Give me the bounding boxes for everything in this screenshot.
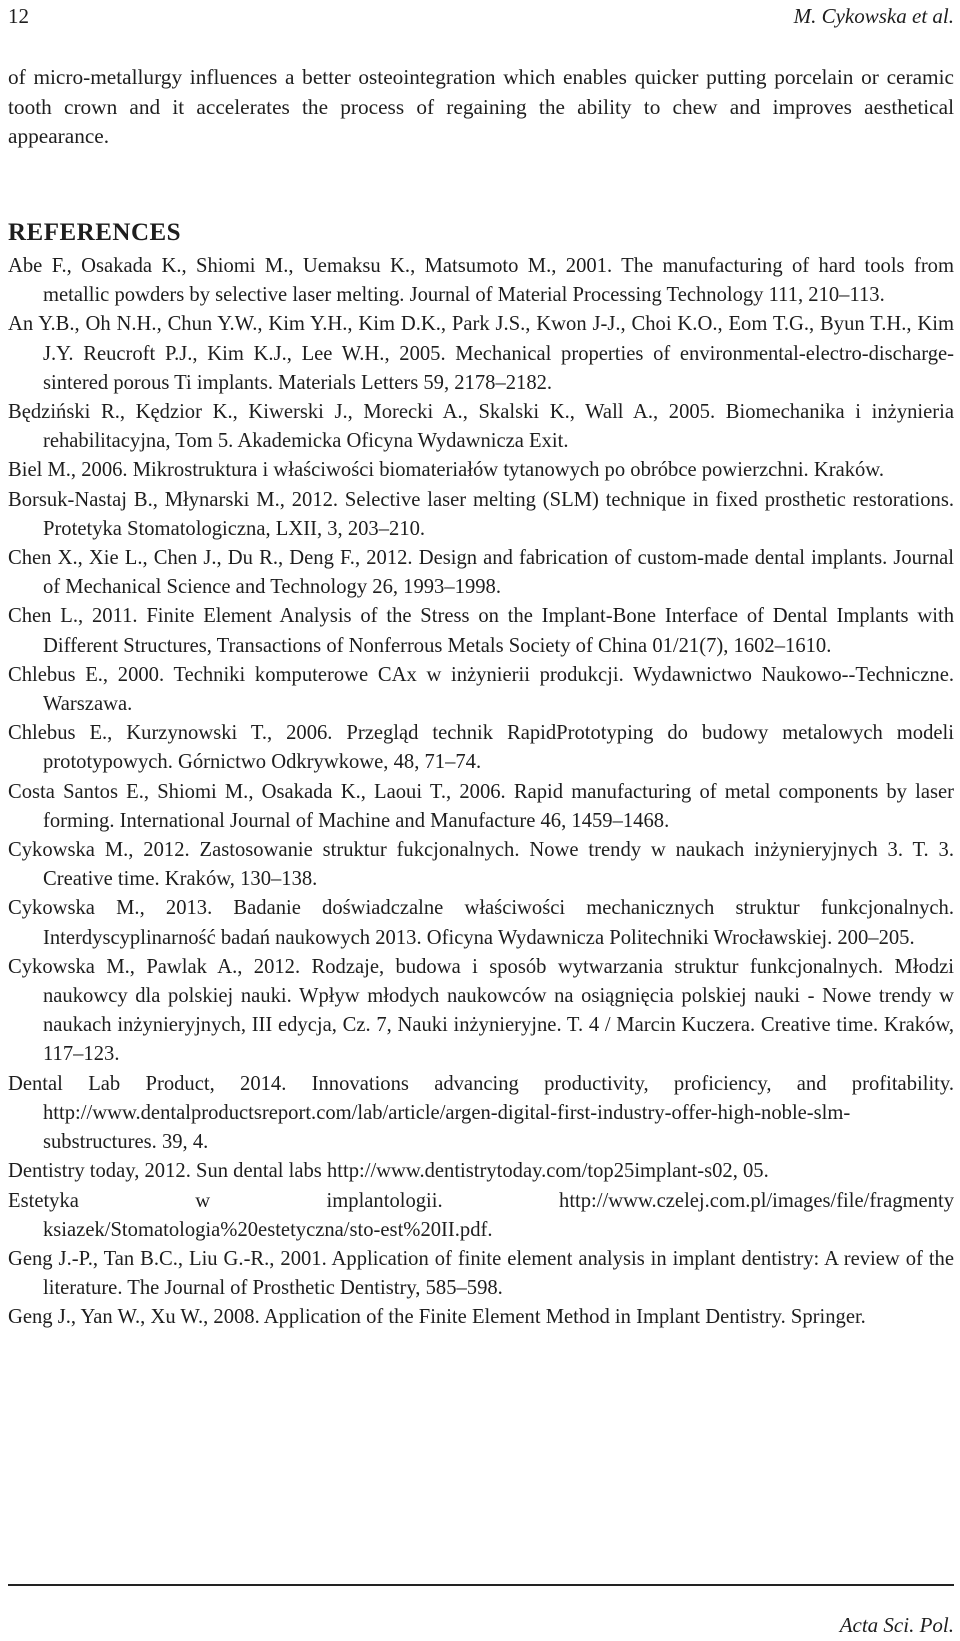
reference-item: Chen L., 2011. Finite Element Analysis of the Stress on the Implant-Bone Interface of Dental Implants with Different Structures, Transactions of Nonferrous Metals Society of China 01/21(7), 1602–1610. (8, 605, 954, 657)
reference-item: Biel M., 2006. Mikrostruktura i właściwości biomateriałów tytanowych po obróbce powierzchni. Kraków. (8, 459, 884, 482)
reference-item: Chlebus E., Kurzynowski T., 2006. Przegląd technik RapidPrototyping do budowy metalowych modeli prototypowych. Górnictwo Odkrywkowe, 48, 71–74. (8, 722, 954, 774)
reference-item: Borsuk-Nastaj B., Młynarski M., 2012. Selective laser melting (SLM) technique in fixed prosthetic restorations. Protetyka Stomatologiczna, LXII, 3, 203–210. (8, 488, 954, 540)
references-heading: REFERENCES (8, 219, 182, 246)
reference-item: Costa Santos E., Shiomi M., Osakada K., Laoui T., 2006. Rapid manufacturing of metal components by laser forming. International Journal of Machine and Manufacture 46, 1459–1468. (8, 780, 954, 832)
footer-rule (8, 1584, 954, 1586)
page-number: 12 (8, 4, 29, 28)
reference-item: Geng J., Yan W., Xu W., 2008. Application of the Finite Element Method in Implant Dentistry. Springer. (8, 1306, 866, 1329)
running-head (8, 3, 954, 29)
body-paragraph: of micro-metallurgy influences a better osteointegration which enables quicker putting porcelain or ceramic tooth crown and it accelerates the process of regaining the ability to chew and improves aesthetical appearance. (8, 65, 954, 148)
footer-journal-name: Acta Sci. Pol. (839, 1613, 954, 1637)
reference-item: Dental Lab Product, 2014. Innovations advancing productivity, proficiency, and profitability. http://www.dentalproductsreport.com/lab/article/argen-digital-first-industry-offer-high-noble-slm-substructures. 39, 4. (8, 1072, 954, 1154)
reference-item: Chlebus E., 2000. Techniki komputerowe CAx w inżynierii produkcji. Wydawnictwo Naukowo--Techniczne. Warszawa. (8, 663, 954, 716)
reference-item: Geng J.-P., Tan B.C., Liu G.-R., 2001. Application of finite element analysis in implant dentistry: A review of the literature. The Journal of Prosthetic Dentistry, 585–598. (8, 1247, 954, 1300)
reference-item: Estetyka w implantologii. http://www.czelej.com.pl/images/file/fragmenty ksiazek/Stomatologia%20estetyczna/sto-est%20II.pdf. (8, 1189, 954, 1241)
reference-item: Cykowska M., 2012. Zastosowanie struktur fukcjonalnych. Nowe trendy w naukach inżynieryjnych 3. T. 3. Creative time. Kraków, 130–138. (8, 839, 954, 891)
reference-item: Cykowska M., Pawlak A., 2012. Rodzaje, budowa i sposób wytwarzania struktur funkcjonalnych. Młodzi naukowcy dla polskiej nauki. Wpływ młodych naukowców na osiągnięcia polskiej nauki - Nowe trendy w naukach inżynieryjnych, III edycja, Cz. 7, Nauki inżynieryjne. T. 4 / Marcin Kuczera. Creative time. Kraków, 117–123. (8, 955, 954, 1066)
running-author: M. Cykowska et al. (793, 4, 954, 28)
reference-item: An Y.B., Oh N.H., Chun Y.W., Kim Y.H., Kim D.K., Park J.S., Kwon J-J., Choi K.O., Eom T.G., Byun T.H., Kim J.Y. Reucroft P.J., Kim K.J., Lee W.H., 2005. Mechanical properties of environmental-electro-discharge-sintered porous Ti implants. Materials Letters 59, 2178–2182. (8, 313, 954, 394)
reference-item: Będziński R., Kędzior K., Kiwerski J., Morecki A., Skalski K., Wall A., 2005. Biomechanika i inżynieria rehabilitacyjna, Tom 5. Akademicka Oficyna Wydawnicza Exit. (8, 401, 954, 453)
reference-item: Cykowska M., 2013. Badanie doświadczalne właściwości mechanicznych struktur funkcjonalnych. Interdyscyplinarność badań naukowych 2013. Oficyna Wydawnicza Politechniki Wrocławskiej. 200–205. (8, 897, 954, 949)
reference-item: Abe F., Osakada K., Shiomi M., Uemaksu K., Matsumoto M., 2001. The manufacturing of hard tools from metallic powders by selective laser melting. Journal of Material Processing Technology 111, 210–113. (8, 255, 954, 307)
reference-list (8, 252, 954, 1333)
reference-item: Chen X., Xie L., Chen J., Du R., Deng F., 2012. Design and fabrication of custom-made dental implants. Journal of Mechanical Science and Technology 26, 1993–1998. (8, 547, 954, 599)
reference-item: Dentistry today, 2012. Sun dental labs http://www.dentistrytoday.com/top25implant-s02, 05. (8, 1160, 769, 1183)
